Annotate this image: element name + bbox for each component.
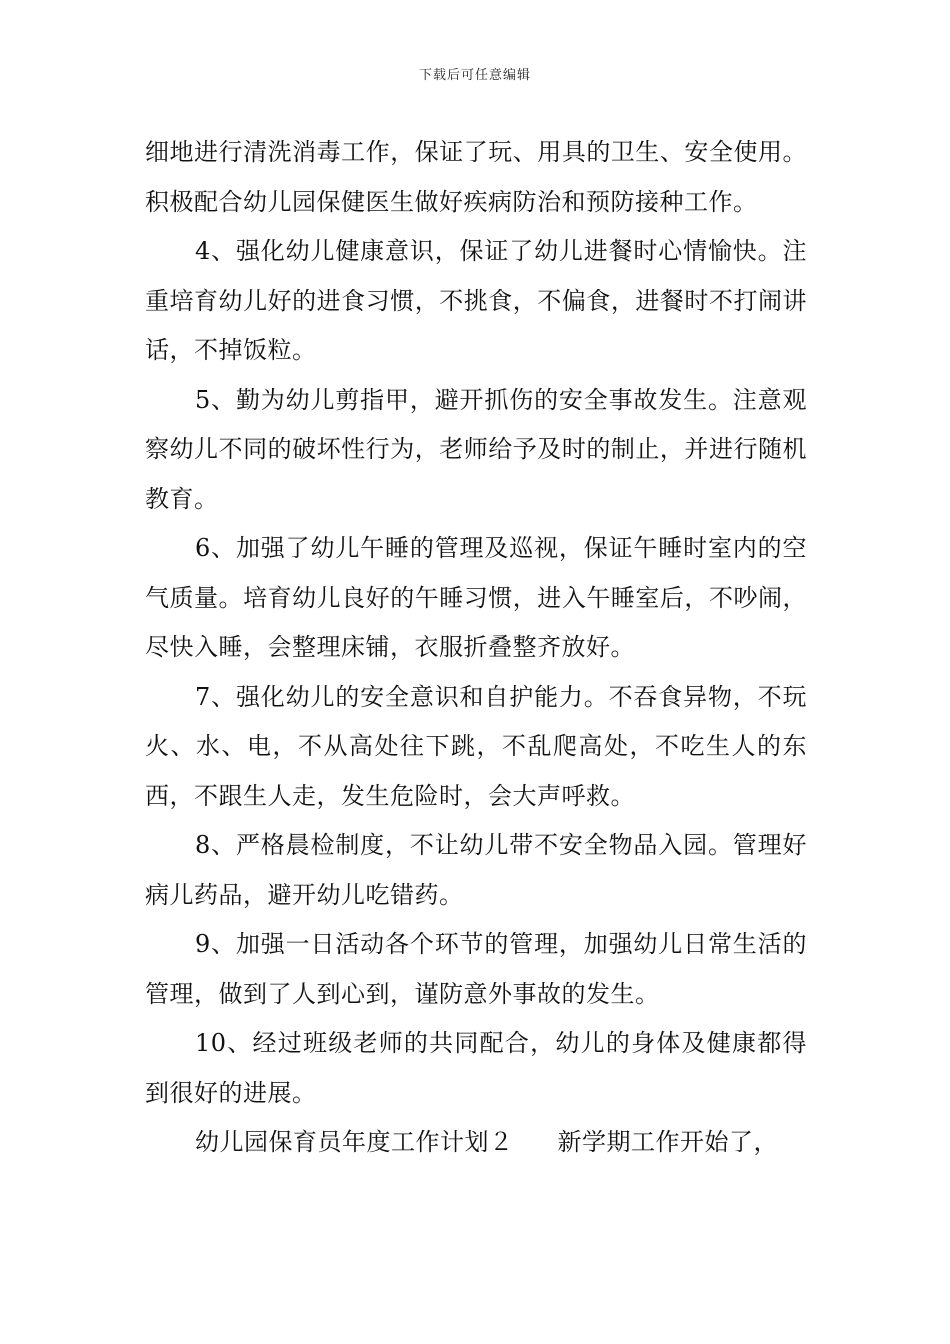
- paragraph-continued: 细地进行清洗消毒工作，保证了玩、用具的卫生、安全使用。积极配合幼儿园保健医生做好疾病防治和预防接种工作。: [145, 138, 807, 216]
- page-header: 下载后可任意编辑: [418, 68, 531, 83]
- section-intro-start: 新学期工作开始了，: [557, 1128, 778, 1156]
- document-body: [145, 128, 807, 1168]
- paragraph-item-5: 5、勤为幼儿剪指甲，避开抓伤的安全事故发生。注意观察幼儿不同的破坏性行为，老师给予及时的制止，并进行随机教育。: [145, 385, 807, 513]
- section-title: 幼儿园保育员年度工作计划２: [195, 1128, 514, 1156]
- section-title-line: [145, 1118, 807, 1168]
- paragraph-item-4: 4、强化幼儿健康意识，保证了幼儿进餐时心情愉快。注重培育幼儿好的进食习惯，不挑食，不偏食，进餐时不打闹讲话，不掉饭粒。: [145, 237, 807, 364]
- paragraph-item-9: 9、加强一日活动各个环节的管理，加强幼儿日常生活的管理，做到了人到心到，谨防意外事故的发生。: [145, 930, 807, 1008]
- paragraph-item-8: 8、严格晨检制度，不让幼儿带不安全物品入园。管理好病儿药品，避开幼儿吃错药。: [145, 831, 807, 909]
- paragraph-item-10: 10、经过班级老师的共同配合，幼儿的身体及健康都得到很好的进展。: [145, 1029, 807, 1107]
- paragraph-item-7: 7、强化幼儿的安全意识和自护能力。不吞食异物，不玩火、水、电，不从高处往下跳，不乱爬高处，不吃生人的东西，不跟生人走，发生危险时，会大声呼救。: [145, 682, 807, 810]
- paragraph-item-6: 6、加强了幼儿午睡的管理及巡视，保证午睡时室内的空气质量。培育幼儿良好的午睡习惯，进入午睡室后，不吵闹，尽快入睡，会整理床铺，衣服折叠整齐放好。: [145, 534, 807, 661]
